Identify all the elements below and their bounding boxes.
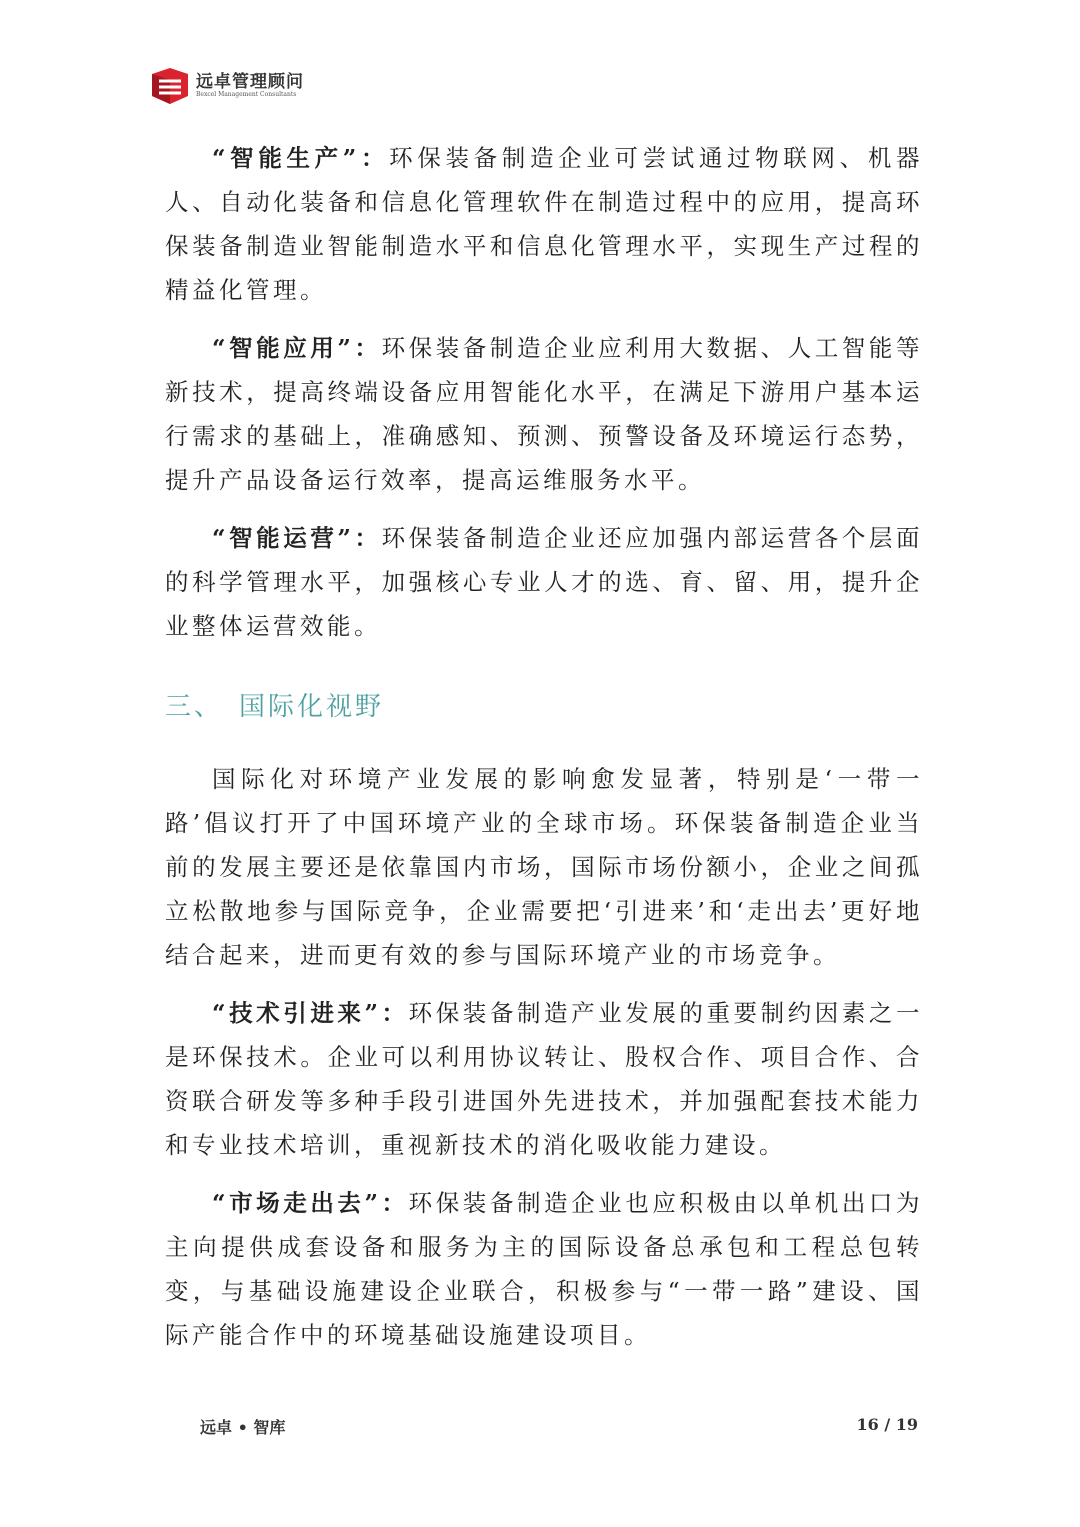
term-tech-import: “技术引进来”： xyxy=(212,999,409,1027)
company-logo-icon xyxy=(150,68,190,104)
section-number: 三、 xyxy=(165,692,224,722)
section-title: 国际化视野 xyxy=(239,692,385,722)
text-smart-application: 环保装备制造企业应利用大数据、人工智能等新技术，提高终端设备应用智能化水平，在满足下游用户基本运行需求的基础上，准确感知、预测、预警设备及环境运行态势，提升产品设备运行效率，提高运维服务水平。 xyxy=(165,334,923,494)
paragraph-market-export xyxy=(165,1181,923,1357)
paragraph-section-intro: 国际化对环境产业发展的影响愈发显著，特别是‘一带一路’倡议打开了中国环境产业的全球市场。环保装备制造企业当前的发展主要还是依靠国内市场，国际市场份额小，企业之间孤立松散地参与国际竞争，企业需要把‘引进来’和‘走出去’更好地结合起来，进而更有效的参与国际环境产业的市场竞争。 xyxy=(165,765,923,969)
page-number: 16 / 19 xyxy=(856,1415,918,1434)
brand-text xyxy=(196,73,304,99)
page-content xyxy=(165,136,923,1357)
term-market-export: “市场走出去”： xyxy=(212,1189,409,1217)
term-smart-application: “智能应用”： xyxy=(212,334,382,362)
term-smart-production: “智能生产”： xyxy=(212,144,390,172)
text-market-export: 环保装备制造企业也应积极由以单机出口为主向提供成套设备和服务为主的国际设备总承包和工程总包转变，与基础设施建设企业联合，积极参与“一带一路”建设、国际产能合作中的环境基础设施建设项目。 xyxy=(165,1189,923,1349)
page-header xyxy=(150,66,304,106)
footer-brand: 远卓 • 智库 xyxy=(200,1418,286,1437)
term-smart-operation: “智能运营”： xyxy=(212,524,382,552)
paragraph-smart-application xyxy=(165,326,923,502)
paragraph-smart-production xyxy=(165,136,923,312)
paragraph-smart-operation xyxy=(165,516,923,648)
text-smart-production: 环保装备制造企业可尝试通过物联网、机器人、自动化装备和信息化管理软件在制造过程中的应用，提高环保装备制造业智能制造水平和信息化管理水平，实现生产过程的精益化管理。 xyxy=(165,144,924,304)
brand-name-cn: 远卓管理顾问 xyxy=(196,72,304,92)
brand-name-en: Bexcel Management Consultants xyxy=(196,91,297,98)
page-footer xyxy=(200,1415,918,1438)
text-tech-import: 环保装备制造产业发展的重要制约因素之一是环保技术。企业可以利用协议转让、股权合作、项目合作、合资联合研发等多种手段引进国外先进技术，并加强配套技术能力和专业技术培训，重视新技术的消化吸收能力建设。 xyxy=(165,999,923,1159)
text-smart-operation: 环保装备制造企业还应加强内部运营各个层面的科学管理水平，加强核心专业人才的选、育、留、用，提升企业整体运营效能。 xyxy=(165,524,923,640)
paragraph-tech-import xyxy=(165,991,923,1167)
section-heading xyxy=(165,686,923,723)
